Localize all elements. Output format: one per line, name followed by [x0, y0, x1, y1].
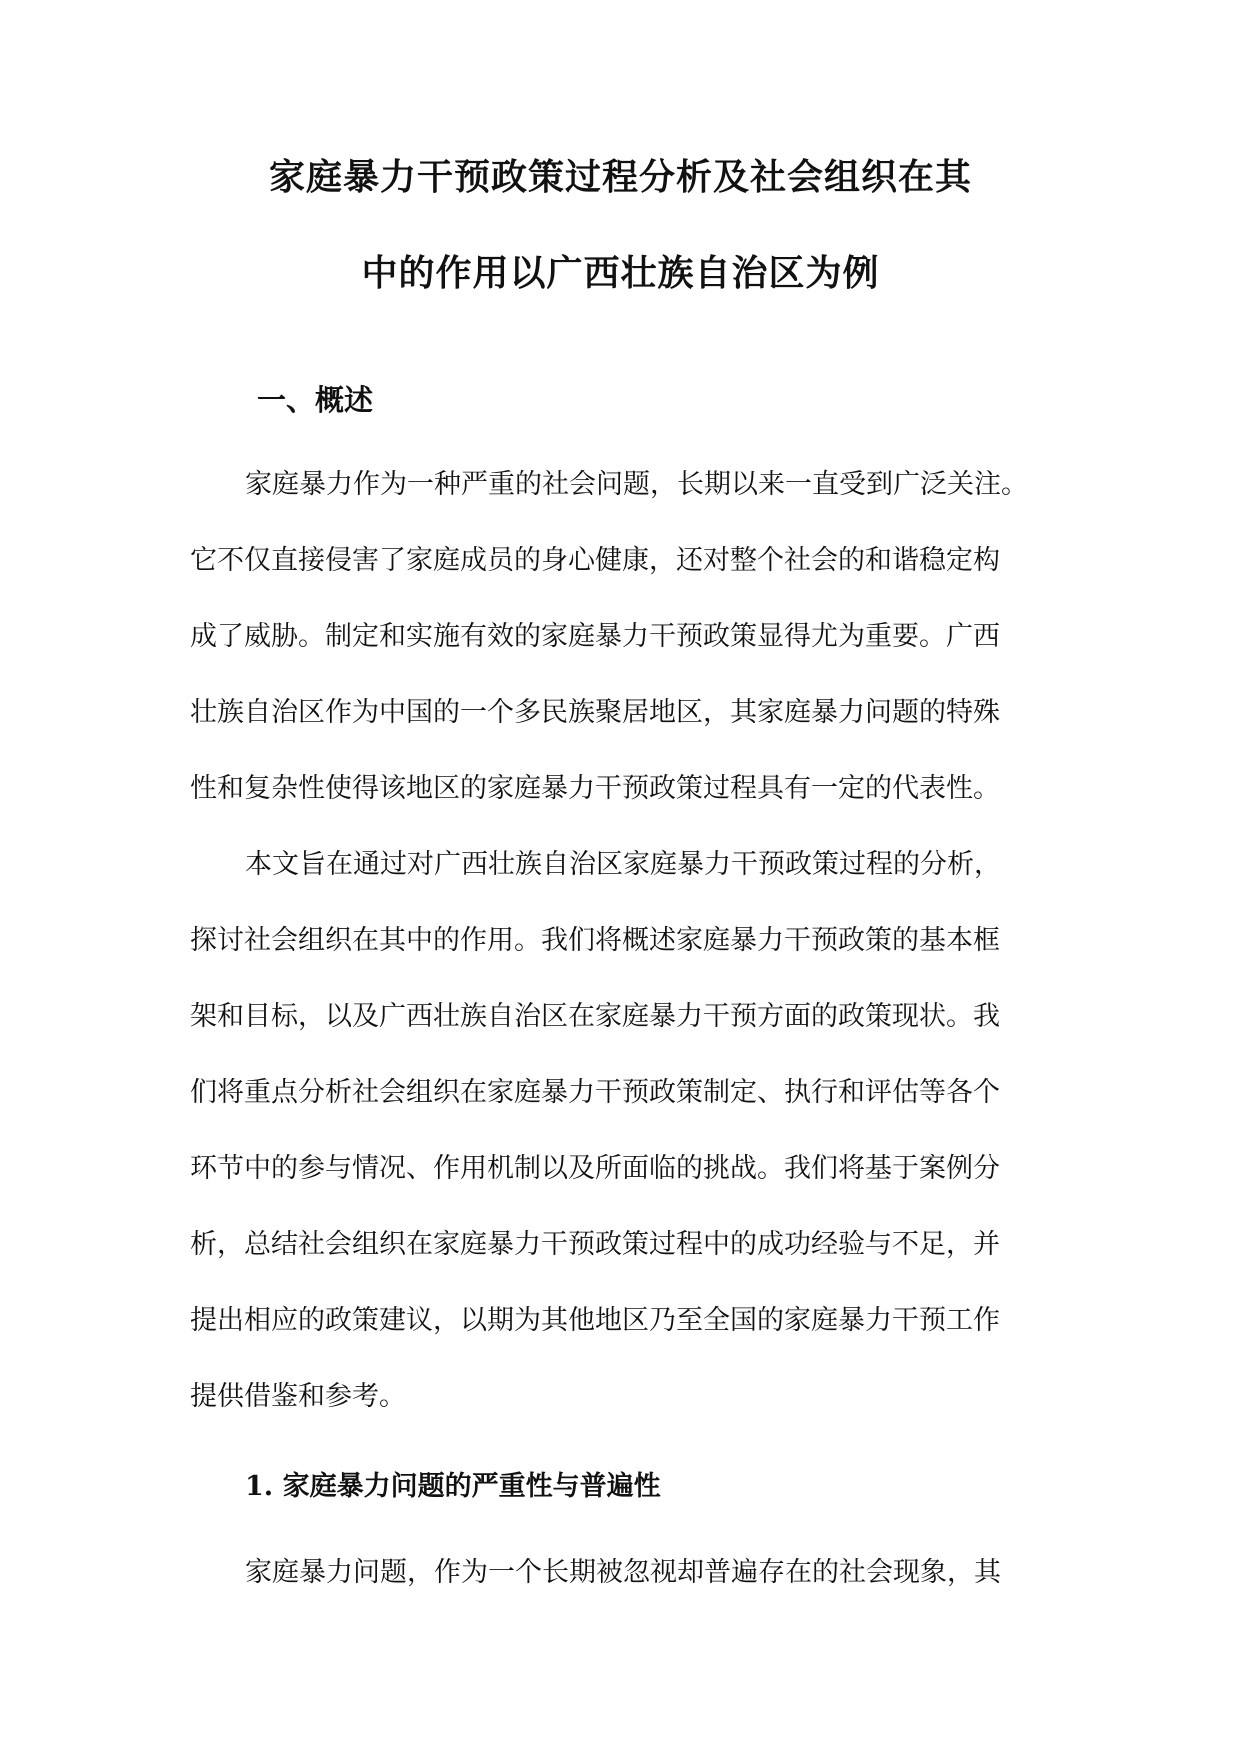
- document-title-line-1: 家庭暴力干预政策过程分析及社会组织在其: [268, 156, 972, 198]
- paragraph-2-line-8: 提供借鉴和参考。: [190, 1381, 406, 1412]
- paragraph-2-line-5: 环节中的参与情况、作用机制以及所面临的挑战。我们将基于案例分: [190, 1153, 1000, 1184]
- paragraph-2-line-6: 析，总结社会组织在家庭暴力干预政策过程中的成功经验与不足，并: [190, 1229, 1000, 1260]
- paragraph-1-line-2: 它不仅直接侵害了家庭成员的身心健康，还对整个社会的和谐稳定构: [190, 545, 1000, 576]
- paragraph-1-line-1: 家庭暴力作为一种严重的社会问题，长期以来一直受到广泛关注。: [245, 469, 1028, 500]
- paragraph-2-line-7: 提出相应的政策建议，以期为其他地区乃至全国的家庭暴力干预工作: [190, 1305, 1000, 1336]
- paragraph-1-line-5: 性和复杂性使得该地区的家庭暴力干预政策过程具有一定的代表性。: [190, 773, 1000, 804]
- paragraph-3-line-1: 家庭暴力问题，作为一个长期被忽视却普遍存在的社会现象，其: [245, 1557, 1001, 1588]
- paragraph-1-line-4: 壮族自治区作为中国的一个多民族聚居地区，其家庭暴力问题的特殊: [190, 697, 1000, 728]
- section-heading: 一、概述: [257, 383, 374, 417]
- paragraph-2-line-2: 探讨社会组织在其中的作用。我们将概述家庭暴力干预政策的基本框: [190, 925, 1000, 956]
- paragraph-2-line-3: 架和目标，以及广西壮族自治区在家庭暴力干预方面的政策现状。我: [190, 1001, 1000, 1032]
- paragraph-1-line-3: 成了威胁。制定和实施有效的家庭暴力干预政策显得尤为重要。广西: [190, 621, 1000, 652]
- subsection-heading: 1. 家庭暴力问题的严重性与普遍性: [245, 1471, 661, 1502]
- document-title-line-2: 中的作用以广西壮族自治区为例: [361, 252, 880, 294]
- paragraph-2-line-1: 本文旨在通过对广西壮族自治区家庭暴力干预政策过程的分析，: [245, 849, 1001, 880]
- paragraph-2-line-4: 们将重点分析社会组织在家庭暴力干预政策制定、执行和评估等各个: [190, 1077, 1000, 1108]
